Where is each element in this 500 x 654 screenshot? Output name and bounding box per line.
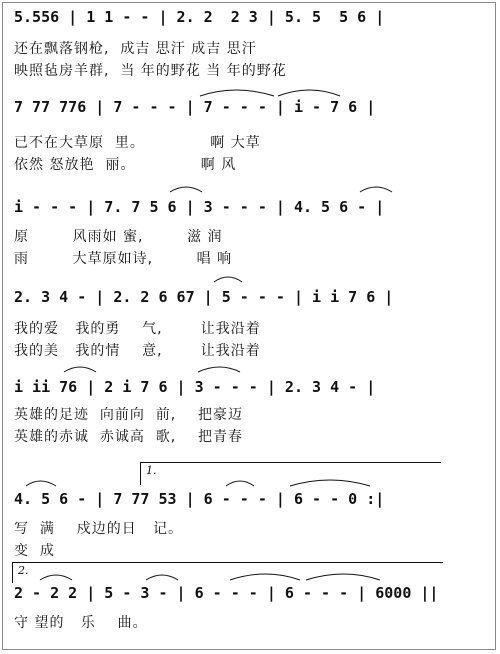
lyric-line-6a: 写 满 戍边的日 记。	[14, 521, 184, 537]
slur-arc	[146, 575, 178, 580]
lyric-line-4a: 我的爱 我的勇 气, 让我沿着	[14, 321, 261, 337]
lyric-line-5b: 英雄的赤诚 赤诚高 歌, 把青春	[14, 429, 244, 445]
notation-line-4: 2. 3 4 - | 2. 2 6 67 | 5 - - - | i i 7 6 |	[14, 288, 394, 306]
lyric-line-3a: 原 风雨如 蜜, 滋 润	[14, 229, 223, 245]
slur-arc	[40, 575, 72, 580]
lyric-line-7a: 守 望的 乐 曲。	[14, 615, 148, 631]
slur-arc	[226, 481, 254, 486]
lyric-line-6b: 变 成	[14, 543, 55, 559]
lyric-line-2a: 已不在大草原 里。 啊 大草	[14, 135, 261, 151]
tie-arc	[306, 574, 380, 580]
lyric-line-1b: 映照毡房羊群, 当 年的野花 当 年的野花	[14, 63, 287, 79]
notation-line-1: 5.556 | 1 1 - - | 2. 2 2 3 | 5. 5 5 6 |	[14, 8, 385, 26]
notation-line-7: 2 - 2 2 | 5 - 3 - | 6 - - - | 6 - - - | 6000 ||	[14, 584, 439, 602]
lyric-line-4b: 我的美 我的情 意, 让我沿着	[14, 343, 261, 359]
tie-arc	[278, 90, 340, 96]
tie-arc	[230, 574, 300, 580]
tie-arc	[200, 90, 274, 96]
lyric-line-1a: 还在飘落钢枪, 成吉 思汗 成吉 思汗	[14, 41, 257, 57]
slur-arc	[64, 367, 96, 372]
notation-line-3: i - - - | 7. 7 5 6 | 3 - - - | 4. 5 6 - |	[14, 198, 385, 216]
slur-arc	[360, 187, 392, 192]
notation-line-5: i ii 76 | 2 i 7 6 | 3 - - - | 2. 3 4 - |	[14, 378, 376, 396]
slur-arc	[214, 277, 242, 282]
notation-line-2: 7 77 776 | 7 - - - | 7 - - - | i - 7 6 |	[14, 98, 376, 116]
second-ending-label: 2.	[18, 564, 29, 577]
lyric-line-3b: 雨 大草原如诗, 唱 响	[14, 251, 233, 267]
lyric-line-5a: 英雄的足迹 向前向 前, 把豪迈	[14, 407, 244, 423]
lyric-line-2b: 依然 怒放艳 丽。 啊 风	[14, 157, 237, 173]
slur-arc	[170, 187, 202, 192]
first-ending-label: 1.	[146, 464, 157, 477]
slur-arc	[26, 481, 56, 486]
notation-line-6: 4. 5 6 - | 7 77 53 | 6 - - - | 6 - - 0 :|	[14, 490, 385, 508]
tie-arc	[290, 480, 370, 486]
slur-arc	[198, 367, 240, 372]
